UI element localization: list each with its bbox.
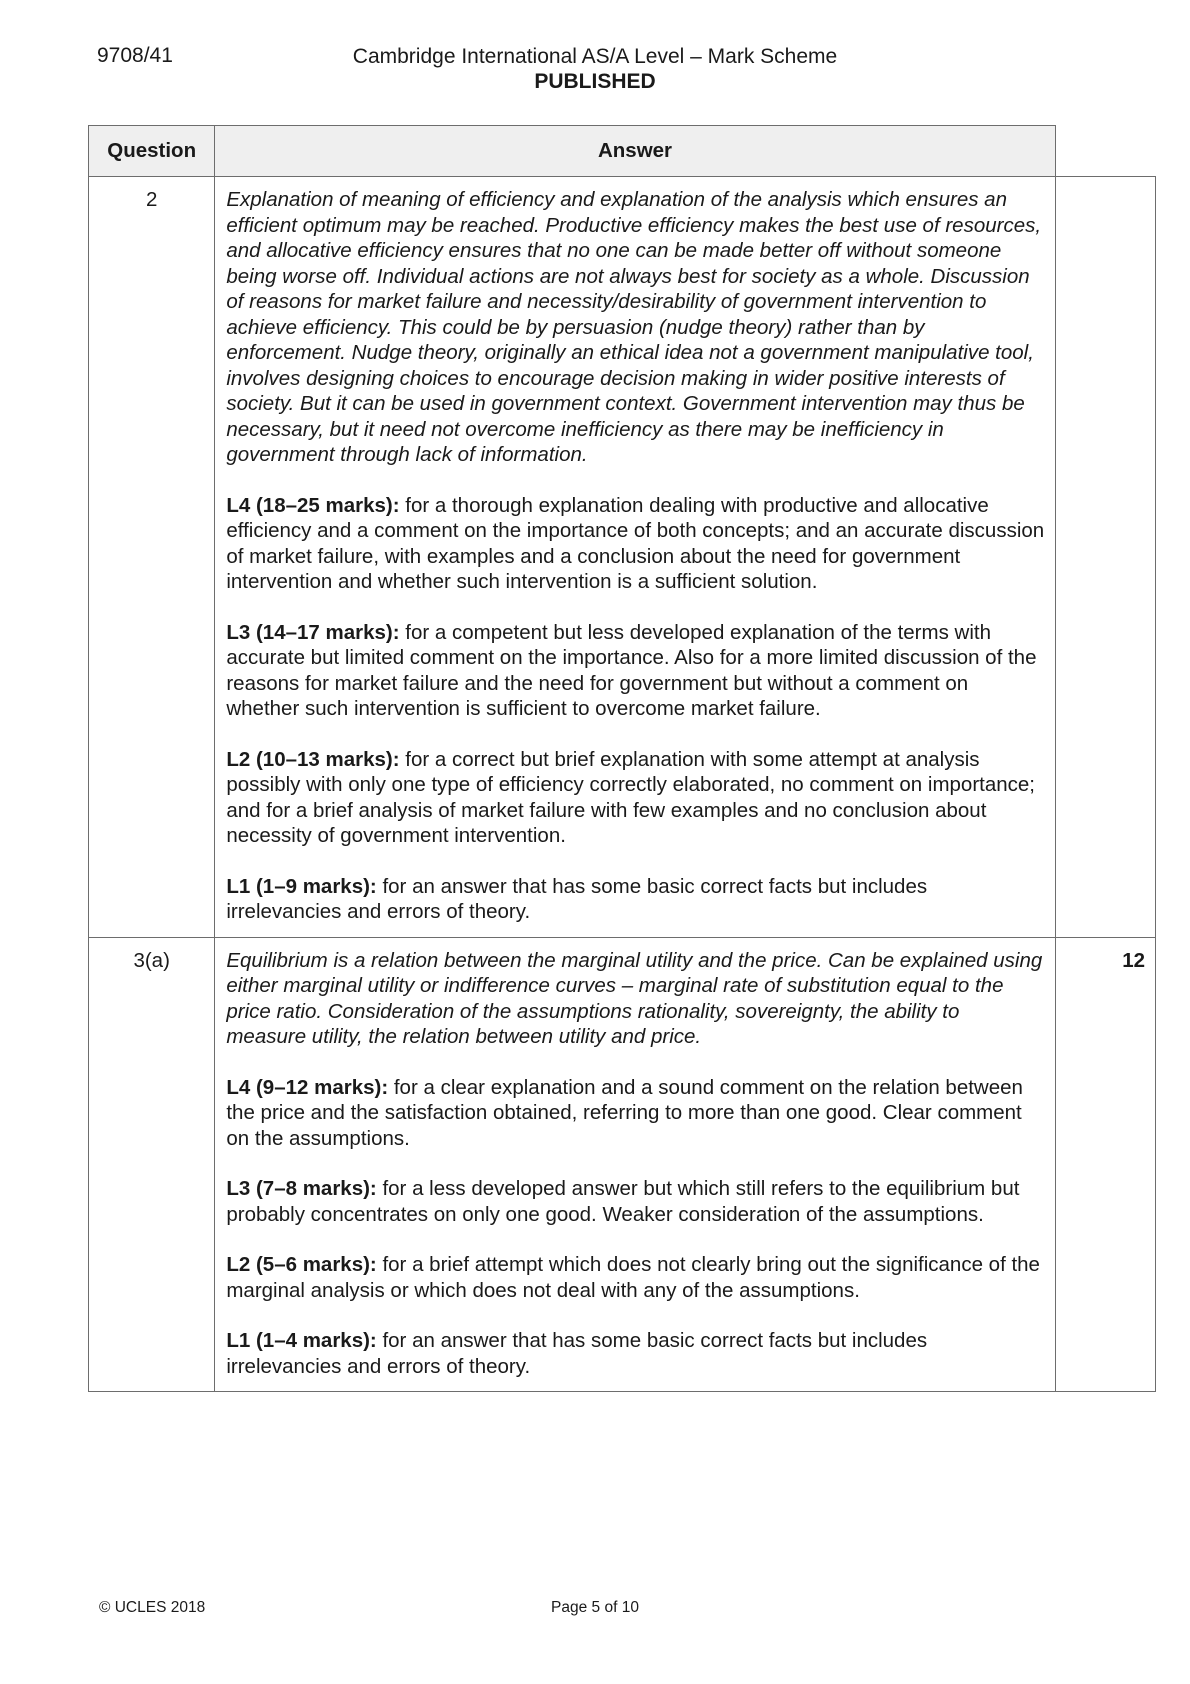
page-number: Page 5 of 10 — [551, 1599, 639, 1616]
table-row — [89, 177, 1156, 938]
marks-column-header — [1055, 126, 1155, 177]
level-label: L4 (18–25 marks): — [226, 493, 400, 517]
level-text: for a less developed answer but which still refers to the equilibrium but probably concentrates on only one good. Weaker consideration of the assumptions. — [226, 1177, 1020, 1226]
level-descriptor — [226, 620, 1044, 722]
document-title: Cambridge International AS/A Level – Mark Scheme — [352, 45, 838, 68]
level-text: for a thorough explanation dealing with productive and allocative efficiency and a comment on the importance of both concepts; and an accurate discussion of market failure, with examples and a conclusion about the need for government intervention and whether such intervention is a sufficient solution. — [226, 493, 1045, 593]
marks-cell: 12 — [1055, 937, 1155, 1392]
level-label: L3 (14–17 marks): — [226, 620, 400, 644]
level-descriptor — [226, 1176, 1044, 1227]
level-descriptor — [226, 1328, 1044, 1379]
level-descriptor — [226, 874, 1044, 925]
level-text: for an answer that has some basic correct facts but includes irrelevancies and errors of theory. — [226, 874, 928, 923]
table-row — [89, 937, 1156, 1392]
level-text: for an answer that has some basic correct facts but includes irrelevancies and errors of theory. — [226, 1329, 928, 1378]
level-label: L2 (5–6 marks): — [226, 1253, 377, 1276]
answer-column-header: Answer — [215, 126, 1055, 177]
table-header-row — [89, 126, 1156, 177]
level-label: L2 (10–13 marks): — [226, 747, 400, 771]
answer-cell — [215, 937, 1055, 1392]
published-label: PUBLISHED — [534, 70, 656, 93]
question-number: 3(a) — [89, 937, 215, 1392]
answer-cell — [215, 177, 1055, 938]
level-descriptor — [226, 1075, 1044, 1152]
level-label: L1 (1–4 marks): — [226, 1329, 377, 1352]
document-header — [0, 44, 1190, 94]
level-text: for a brief attempt which does not clearly bring out the significance of the marginal analysis or which does not deal with any of the assumptions. — [226, 1253, 1040, 1302]
mark-scheme-table — [88, 125, 1156, 1392]
level-text: for a clear explanation and a sound comment on the relation between the price and the satisfaction obtained, referring to more than one good. Clear comment on the assumptions. — [226, 1075, 1023, 1150]
level-label: L1 (1–9 marks): — [226, 874, 377, 898]
level-descriptor — [226, 747, 1044, 849]
question-column-header: Question — [89, 126, 215, 177]
answer-intro: Equilibrium is a relation between the marginal utility and the price. Can be explained using either marginal utility or indifference curves – marginal rate of substitution equal to the price ratio. Consideration of the assumptions rationality, sovereignty, the ability to measure utility, the relation between utility and price. — [226, 948, 1043, 1048]
answer-intro: Explanation of meaning of efficiency and explanation of the analysis which ensures an efficient optimum may be reached. Productive efficiency makes the best use of resources, and allocative efficiency ensures that no one can be made better off without someone being worse off. Individual actions are not always best for society as a whole. Discussion of reasons for market failure and necessity/desirability of government intervention to achieve efficiency. This could be by persuasion (nudge theory) rather than by enforcement. Nudge theory, originally an ethical idea not a government manipulative tool, involves designing choices to encourage decision making in wider positive interests of society. But it can be used in government context. Government intervention may thus be necessary, but it need not overcome inefficiency as there may be inefficiency in government through lack of information. — [226, 188, 1042, 466]
level-label: L3 (7–8 marks): — [226, 1177, 377, 1200]
paper-code: 9708/41 — [97, 44, 173, 67]
level-text: for a correct but brief explanation with some attempt at analysis possibly with only one type of efficiency correctly elaborated, no comment on importance; and for a brief analysis of market failure with few examples and no conclusion about necessity of government intervention. — [226, 747, 1035, 847]
level-descriptor — [226, 1252, 1044, 1303]
copyright-notice: © UCLES 2018 — [99, 1599, 206, 1616]
marks-cell — [1055, 177, 1155, 938]
level-text: for a competent but less developed explanation of the terms with accurate but limited comment on the importance. Also for a more limited discussion of the reasons for market failure and the need for government but without a comment on whether such intervention is sufficient to overcome market failure. — [226, 620, 1037, 720]
level-label: L4 (9–12 marks): — [226, 1075, 389, 1099]
question-number: 2 — [89, 177, 215, 938]
level-descriptor — [226, 493, 1044, 595]
